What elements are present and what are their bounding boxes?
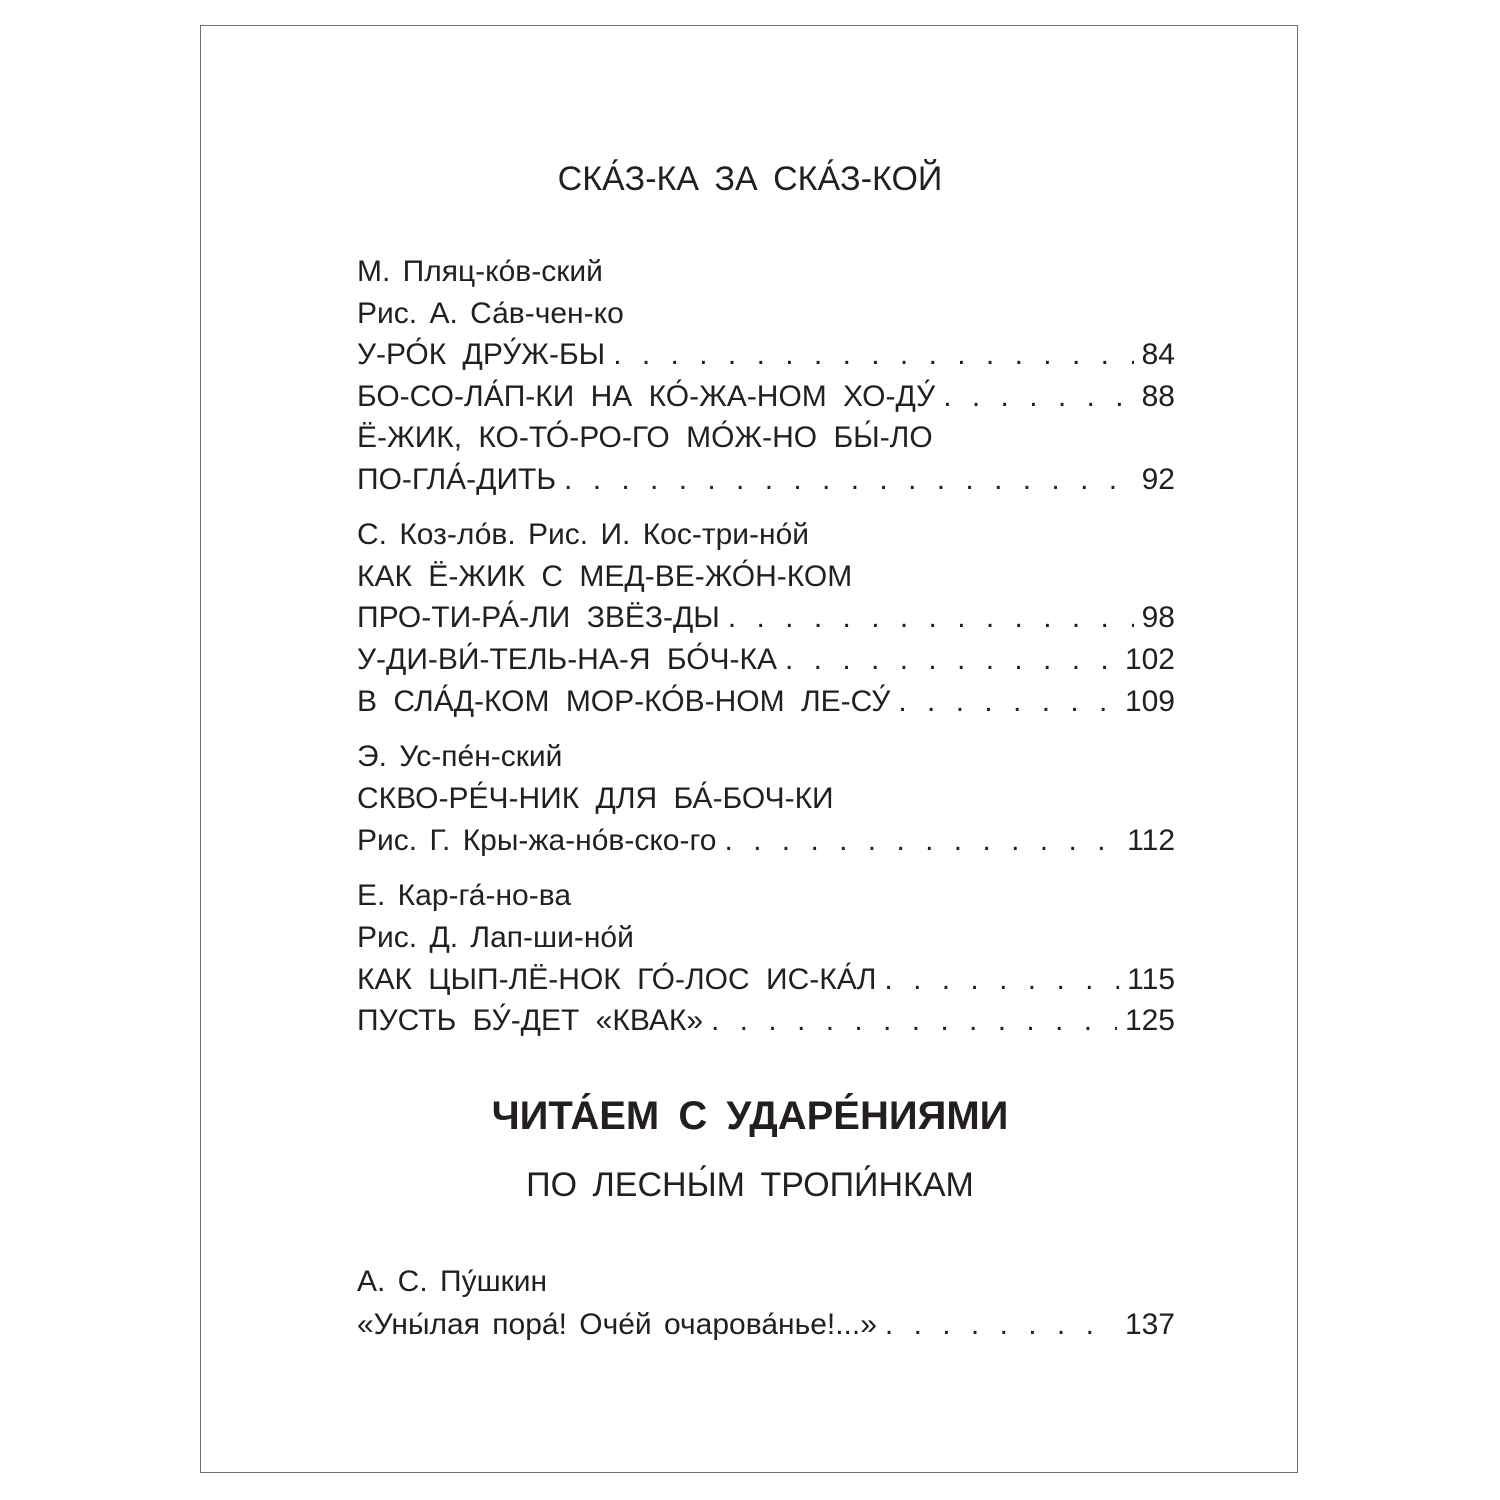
dot-leader [728,598,1134,638]
section-title: СКА́З-КА ЗА СКА́З-КОЙ [557,160,943,198]
toc-entry-title-line: КАК Ё-ЖИК С МЕД-ВЕ-ЖО́Н-КОМ [357,560,853,593]
dot-leader [884,960,1119,1000]
toc-entry-title: ПУСТЬ БУ́-ДЕТ «КВАК» [357,1004,704,1037]
toc-entry-title: БО-СО-ЛА́П-КИ НА КО́-ЖА-НОМ ХО-ДУ́ [357,380,936,413]
toc-page-number: 92 [1141,463,1175,496]
toc-entry[interactable] [357,821,1175,861]
toc-entry[interactable] [357,640,1175,680]
toc-page-number: 88 [1141,380,1175,413]
toc-page-number: 98 [1141,601,1175,634]
toc-entry-title: КАК ЦЫП-ЛЁ-НОК ГО́-ЛОС ИС-КА́Л [357,963,877,996]
toc-entry[interactable] [357,1001,1175,1041]
toc-illustrator: Рис. Г. Кры-жа-но́в-ско-го [357,824,717,857]
dot-leader [711,1001,1117,1041]
toc-author: Э. Ус-пе́н-ский [357,740,563,773]
dot-leader [564,460,1134,500]
toc-illustrator: Рис. А. Са́в-чен-ко [357,297,624,330]
dot-leader [724,821,1119,861]
toc-entry-title: В СЛА́Д-КОМ МОР-КО́В-НОМ ЛЕ-СУ́ [357,685,891,718]
toc-entry[interactable] [357,460,1175,500]
toc-author: А. С. Пу́шкин [357,1265,548,1298]
toc-entry[interactable] [357,1305,1175,1345]
toc-illustrator: Рис. Д. Лап-ши-но́й [357,921,634,954]
dot-leader [885,1305,1117,1345]
toc-author: С. Коз-ло́в. Рис. И. Кос-три-но́й [357,518,810,551]
toc-author: Е. Кар-га́-но-ва [357,879,571,912]
dot-leader [898,682,1117,722]
toc-entry-title-line: СКВО-РЕ́Ч-НИК ДЛЯ БА́-БОЧ-КИ [357,782,834,815]
toc-page-number: 112 [1127,824,1175,857]
toc-page-number: 115 [1127,963,1175,996]
toc-entry[interactable] [357,335,1175,375]
dot-leader [785,640,1117,680]
part-title: ЧИТА́ЕМ С УДАРЕ́НИЯМИ [491,1094,1009,1138]
toc-entry-title-line: Ё-ЖИК, КО-ТО́-РО-ГО МО́Ж-НО БЫ́-ЛО [357,421,933,454]
toc-page-number: 109 [1124,685,1175,718]
toc-page-number: 137 [1124,1308,1175,1341]
toc-page-number: 102 [1124,643,1175,676]
toc-author: М. Пляц-ко́в-ский [357,255,603,288]
toc-entry[interactable] [357,598,1175,638]
subsection-title: ПО ЛЕСНЫ́М ТРОПИ́НКАМ [526,1166,974,1204]
toc-entry[interactable] [357,377,1175,417]
toc-entry-title: У-ДИ-ВИ́-ТЕЛЬ-НА-Я БО́Ч-КА [357,643,778,676]
toc-entry-title: ПО-ГЛА́-ДИТЬ [357,463,557,496]
toc-page-number: 84 [1141,338,1175,371]
toc-page-number: 125 [1124,1004,1175,1037]
dot-leader [613,335,1133,375]
toc-entry-title: ПРО-ТИ-РА́-ЛИ ЗВЁЗ-ДЫ [357,601,720,634]
toc-entry[interactable] [357,682,1175,722]
toc-entry[interactable] [357,960,1175,1000]
toc-entry-title: У-РО́К ДРУ́Ж-БЫ [357,338,606,371]
toc-entry-title: «Уны́лая пора́! Оче́й очарова́нье!...» [357,1308,877,1341]
dot-leader [943,377,1133,417]
